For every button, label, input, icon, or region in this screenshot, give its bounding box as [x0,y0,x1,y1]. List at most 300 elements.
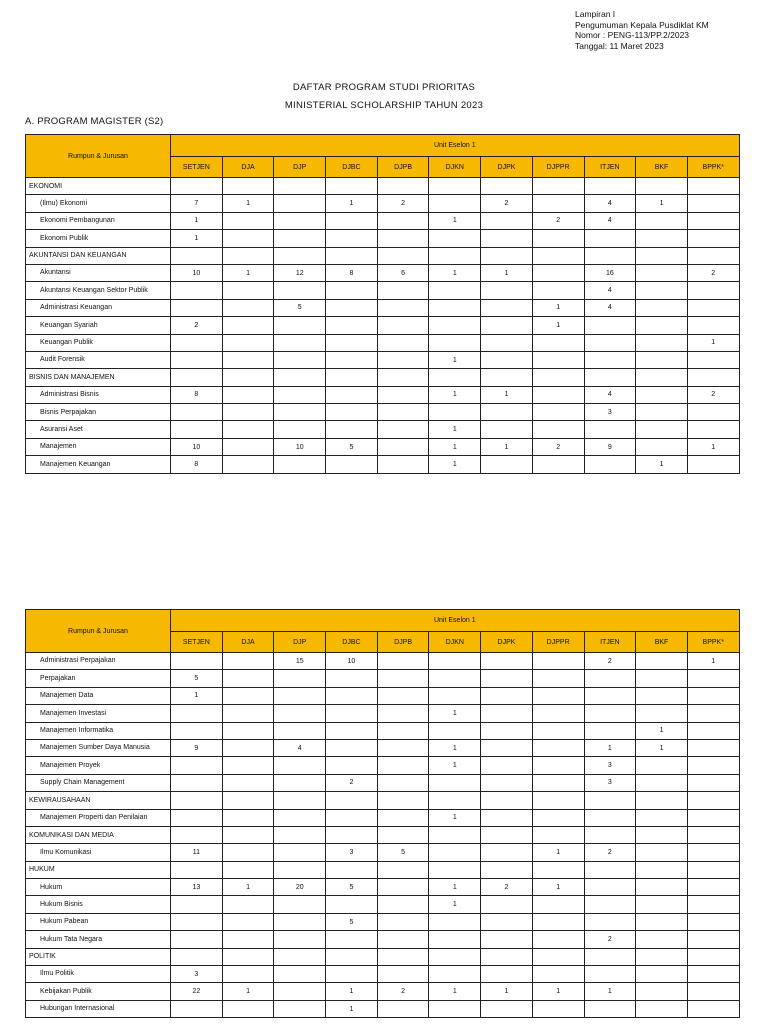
quota-cell-itjen: 2 [584,653,636,670]
empty-cell [584,792,636,809]
quota-cell-djp [274,404,326,421]
empty-cell [326,861,378,878]
quota-cell-setjen [171,299,223,316]
quota-cell-djkn [429,299,481,316]
program-name: Manajemen Data [26,687,171,704]
quota-cell-setjen: 10 [171,438,223,455]
empty-cell [274,178,326,195]
program-table-1 [25,134,740,474]
quota-cell-djppr: 1 [532,299,584,316]
quota-cell-djpb [377,653,429,670]
program-name: Manajemen Investasi [26,705,171,722]
quota-cell-djpk [481,230,533,247]
quota-cell-djpb [377,230,429,247]
quota-cell-djp [274,722,326,739]
quota-cell-dja [222,653,274,670]
column-header-itjen: ITJEN [584,632,636,653]
empty-cell [687,369,739,386]
empty-cell [687,948,739,965]
empty-cell [274,861,326,878]
quota-cell-djp [274,966,326,983]
table-row [26,421,740,438]
quota-cell-itjen: 16 [584,264,636,281]
quota-cell-djpb: 5 [377,844,429,861]
quota-cell-bppk [687,404,739,421]
quota-cell-itjen [584,230,636,247]
quota-cell-bppk [687,351,739,368]
empty-cell [636,861,688,878]
quota-cell-djbc [326,966,378,983]
quota-cell-dja [222,299,274,316]
empty-cell [222,369,274,386]
empty-cell [481,247,533,264]
quota-cell-djppr: 2 [532,212,584,229]
program-name: Manajemen Proyek [26,757,171,774]
quota-cell-djpk [481,966,533,983]
column-header-setjen: SETJEN [171,632,223,653]
quota-cell-bppk: 1 [687,653,739,670]
quota-cell-bppk [687,670,739,687]
quota-cell-djpk [481,653,533,670]
quota-cell-djbc: 5 [326,879,378,896]
table-row [26,282,740,299]
quota-cell-bppk [687,421,739,438]
quota-cell-djbc [326,230,378,247]
quota-cell-dja [222,966,274,983]
quota-cell-itjen: 3 [584,774,636,791]
quota-cell-itjen: 3 [584,404,636,421]
quota-cell-djbc: 1 [326,983,378,1000]
empty-cell [584,826,636,843]
quota-cell-bkf [636,705,688,722]
empty-cell [377,247,429,264]
quota-cell-bkf [636,913,688,930]
quota-cell-djp [274,705,326,722]
quota-cell-djpb: 2 [377,983,429,1000]
quota-cell-djpb [377,966,429,983]
quota-cell-djbc: 5 [326,438,378,455]
quota-cell-djkn: 1 [429,351,481,368]
program-name: Manajemen Informatika [26,722,171,739]
quota-cell-djpk [481,913,533,930]
quota-cell-dja [222,670,274,687]
table-row [26,705,740,722]
quota-cell-djp [274,386,326,403]
quota-cell-djbc [326,687,378,704]
quota-cell-bppk [687,757,739,774]
header-line: Nomor : PENG-113/PP.2/2023 [575,30,690,41]
document-title-line1: DAFTAR PROGRAM STUDI PRIORITAS [292,82,476,93]
quota-cell-dja: 1 [222,879,274,896]
quota-cell-djkn: 1 [429,438,481,455]
program-name: Hukum Tata Negara [26,931,171,948]
quota-cell-djppr [532,421,584,438]
program-name: Hubungan Internasional [26,1000,171,1017]
quota-cell-djp: 12 [274,264,326,281]
quota-cell-djbc: 8 [326,264,378,281]
quota-cell-djppr: 2 [532,438,584,455]
quota-cell-djp [274,421,326,438]
table-row [26,757,740,774]
quota-cell-dja: 1 [222,264,274,281]
column-header-djpb: DJPB [377,157,429,178]
quota-cell-djpk [481,896,533,913]
quota-cell-itjen [584,896,636,913]
quota-cell-bppk [687,456,739,473]
quota-cell-dja [222,334,274,351]
quota-cell-bppk [687,983,739,1000]
empty-cell [636,792,688,809]
table-row [26,212,740,229]
table-row [26,334,740,351]
quota-cell-djppr [532,1000,584,1017]
empty-cell [171,948,223,965]
quota-cell-djppr [532,966,584,983]
quota-cell-bppk [687,722,739,739]
quota-cell-djp [274,282,326,299]
quota-cell-itjen [584,705,636,722]
table-row [26,299,740,316]
quota-cell-djbc [326,299,378,316]
quota-cell-djpk [481,844,533,861]
quota-cell-setjen: 9 [171,739,223,756]
quota-cell-djkn [429,844,481,861]
quota-cell-dja [222,913,274,930]
quota-cell-djbc [326,421,378,438]
quota-cell-djbc [326,212,378,229]
quota-cell-itjen [584,809,636,826]
quota-cell-bppk [687,774,739,791]
quota-cell-djbc [326,705,378,722]
rumpun-jurusan-header: Rumpun & Jurusan [26,135,171,178]
quota-cell-djpb [377,757,429,774]
quota-cell-djpb [377,809,429,826]
quota-cell-bppk: 1 [687,438,739,455]
empty-cell [636,178,688,195]
empty-cell [687,178,739,195]
quota-cell-itjen [584,317,636,334]
quota-cell-bkf: 1 [636,195,688,212]
quota-cell-bppk [687,739,739,756]
quota-cell-djbc [326,931,378,948]
empty-cell [481,826,533,843]
quota-cell-bppk [687,1000,739,1017]
quota-cell-djkn [429,931,481,948]
table-row [26,687,740,704]
program-name: Keuangan Publik [26,334,171,351]
empty-cell [171,369,223,386]
quota-cell-djpb [377,739,429,756]
quota-cell-djpb [377,722,429,739]
quota-cell-djpb [377,386,429,403]
program-name: Perpajakan [26,670,171,687]
quota-cell-setjen: 1 [171,212,223,229]
program-name: Manajemen Keuangan [26,456,171,473]
program-name: Supply Chain Management [26,774,171,791]
quota-cell-djpb [377,687,429,704]
quota-cell-setjen: 1 [171,230,223,247]
program-name: Hukum Pabean [26,913,171,930]
category-label: KEWIRAUSAHAAN [26,792,171,809]
quota-cell-bppk: 2 [687,264,739,281]
quota-cell-djpk: 2 [481,195,533,212]
quota-cell-itjen [584,722,636,739]
quota-cell-setjen [171,421,223,438]
empty-cell [584,369,636,386]
quota-cell-djkn [429,722,481,739]
empty-cell [429,861,481,878]
quota-cell-djpk: 1 [481,386,533,403]
table-row [26,896,740,913]
quota-cell-djppr [532,264,584,281]
quota-cell-djpb [377,913,429,930]
quota-cell-setjen [171,913,223,930]
quota-cell-djkn [429,966,481,983]
quota-cell-djppr [532,809,584,826]
category-row [26,369,740,386]
empty-cell [377,948,429,965]
empty-cell [532,369,584,386]
quota-cell-setjen [171,809,223,826]
quota-cell-djp [274,757,326,774]
column-header-djbc: DJBC [326,157,378,178]
quota-cell-djpk [481,404,533,421]
empty-cell [687,861,739,878]
table-row [26,844,740,861]
program-name: Audit Forensik [26,351,171,368]
quota-cell-djbc [326,757,378,774]
empty-cell [274,369,326,386]
quota-cell-bkf [636,931,688,948]
quota-cell-djppr: 1 [532,317,584,334]
quota-cell-djp: 15 [274,653,326,670]
quota-cell-djkn [429,195,481,212]
quota-cell-dja [222,896,274,913]
quota-cell-djppr [532,757,584,774]
quota-cell-djpk [481,774,533,791]
quota-cell-djpk [481,722,533,739]
quota-cell-itjen: 4 [584,195,636,212]
table-row [26,670,740,687]
table-row [26,931,740,948]
quota-cell-djppr [532,351,584,368]
quota-cell-itjen: 3 [584,757,636,774]
quota-cell-dja [222,844,274,861]
quota-cell-itjen: 4 [584,386,636,403]
column-header-djpk: DJPK [481,157,533,178]
quota-cell-djpk [481,282,533,299]
quota-cell-djkn: 1 [429,757,481,774]
quota-cell-djkn: 1 [429,456,481,473]
quota-cell-setjen [171,931,223,948]
quota-cell-djpb [377,282,429,299]
quota-cell-djbc [326,896,378,913]
quota-cell-setjen [171,653,223,670]
quota-cell-djbc: 2 [326,774,378,791]
column-header-djppr: DJPPR [532,632,584,653]
quota-cell-djbc [326,282,378,299]
quota-cell-djp: 10 [274,438,326,455]
quota-cell-djkn: 1 [429,264,481,281]
category-row [26,948,740,965]
category-label: EKONOMI [26,178,171,195]
quota-cell-dja [222,421,274,438]
quota-cell-djppr [532,913,584,930]
quota-cell-dja [222,438,274,455]
quota-cell-djpb [377,299,429,316]
quota-cell-djbc [326,334,378,351]
quota-cell-djp: 4 [274,739,326,756]
quota-cell-djppr [532,931,584,948]
empty-cell [274,948,326,965]
quota-cell-djpk [481,456,533,473]
quota-cell-setjen: 10 [171,264,223,281]
quota-cell-djpk [481,1000,533,1017]
quota-cell-djpb [377,931,429,948]
empty-cell [171,247,223,264]
empty-cell [481,369,533,386]
table-row [26,653,740,670]
quota-cell-bppk [687,212,739,229]
quota-cell-djp [274,809,326,826]
category-label: KOMUNIKASI DAN MEDIA [26,826,171,843]
quota-cell-setjen: 2 [171,317,223,334]
quota-cell-djkn: 1 [429,386,481,403]
program-name: Administrasi Bisnis [26,386,171,403]
table-row [26,404,740,421]
quota-cell-djp: 20 [274,879,326,896]
table-row [26,722,740,739]
quota-cell-bppk [687,299,739,316]
quota-cell-itjen [584,687,636,704]
empty-cell [429,948,481,965]
category-row [26,247,740,264]
quota-cell-dja [222,739,274,756]
quota-cell-djpb: 6 [377,264,429,281]
empty-cell [636,826,688,843]
quota-cell-bppk [687,913,739,930]
quota-cell-djppr [532,653,584,670]
empty-cell [222,792,274,809]
empty-cell [532,247,584,264]
quota-cell-bppk [687,896,739,913]
quota-cell-djp [274,670,326,687]
quota-cell-itjen: 4 [584,299,636,316]
quota-cell-bkf [636,212,688,229]
quota-cell-setjen [171,757,223,774]
quota-cell-djppr [532,334,584,351]
category-row [26,861,740,878]
empty-cell [584,178,636,195]
quota-cell-djppr: 1 [532,844,584,861]
program-table-2 [25,609,740,1018]
quota-cell-djpk: 1 [481,983,533,1000]
column-header-djpk: DJPK [481,632,533,653]
quota-cell-setjen: 8 [171,386,223,403]
quota-cell-djbc: 10 [326,653,378,670]
quota-cell-djpk [481,334,533,351]
quota-cell-djpb [377,1000,429,1017]
quota-cell-djkn [429,1000,481,1017]
quota-cell-djbc [326,739,378,756]
quota-cell-djp [274,774,326,791]
quota-cell-djppr [532,386,584,403]
quota-cell-bppk [687,317,739,334]
empty-cell [222,247,274,264]
quota-cell-bkf [636,334,688,351]
quota-cell-bkf [636,687,688,704]
empty-cell [326,178,378,195]
quota-cell-itjen [584,421,636,438]
table-row [26,456,740,473]
quota-cell-setjen: 8 [171,456,223,473]
program-name: Manajemen Sumber Daya Manusia [26,739,171,756]
empty-cell [326,792,378,809]
quota-cell-dja [222,404,274,421]
quota-cell-djpk [481,705,533,722]
table-row [26,438,740,455]
header-line: Lampiran I [575,9,616,19]
document-title-line2: MINISTERIAL SCHOLARSHIP TAHUN 2023 [284,100,484,111]
empty-cell [429,792,481,809]
quota-cell-djbc [326,386,378,403]
quota-cell-djppr [532,739,584,756]
quota-cell-djkn: 1 [429,739,481,756]
quota-cell-djp [274,913,326,930]
empty-cell [171,861,223,878]
quota-cell-djbc [326,404,378,421]
quota-cell-djp [274,212,326,229]
program-name: Asuransi Aset [26,421,171,438]
table-row [26,351,740,368]
quota-cell-bppk [687,282,739,299]
quota-cell-dja [222,317,274,334]
quota-cell-bppk [687,844,739,861]
quota-cell-djbc: 1 [326,195,378,212]
quota-cell-djkn [429,687,481,704]
quota-cell-itjen: 2 [584,844,636,861]
column-header-setjen: SETJEN [171,157,223,178]
quota-cell-dja [222,386,274,403]
empty-cell [326,247,378,264]
quota-cell-djpb [377,334,429,351]
quota-cell-dja [222,809,274,826]
empty-cell [326,948,378,965]
quota-cell-bkf [636,670,688,687]
quota-cell-setjen: 3 [171,966,223,983]
quota-cell-dja [222,757,274,774]
quota-cell-bkf [636,230,688,247]
quota-cell-bkf [636,282,688,299]
quota-cell-djppr [532,404,584,421]
program-name: Ekonomi Publik [26,230,171,247]
column-header-djp: DJP [274,157,326,178]
quota-cell-setjen: 7 [171,195,223,212]
quota-cell-djpb [377,896,429,913]
empty-cell [481,792,533,809]
quota-cell-djkn [429,913,481,930]
quota-cell-bkf [636,1000,688,1017]
quota-cell-bppk [687,230,739,247]
quota-cell-djppr [532,687,584,704]
quota-cell-dja: 1 [222,983,274,1000]
quota-cell-djkn [429,404,481,421]
quota-cell-djpk [481,317,533,334]
program-name: Ilmu Komunikasi [26,844,171,861]
quota-cell-djppr [532,722,584,739]
quota-cell-itjen [584,913,636,930]
quota-cell-djp [274,844,326,861]
